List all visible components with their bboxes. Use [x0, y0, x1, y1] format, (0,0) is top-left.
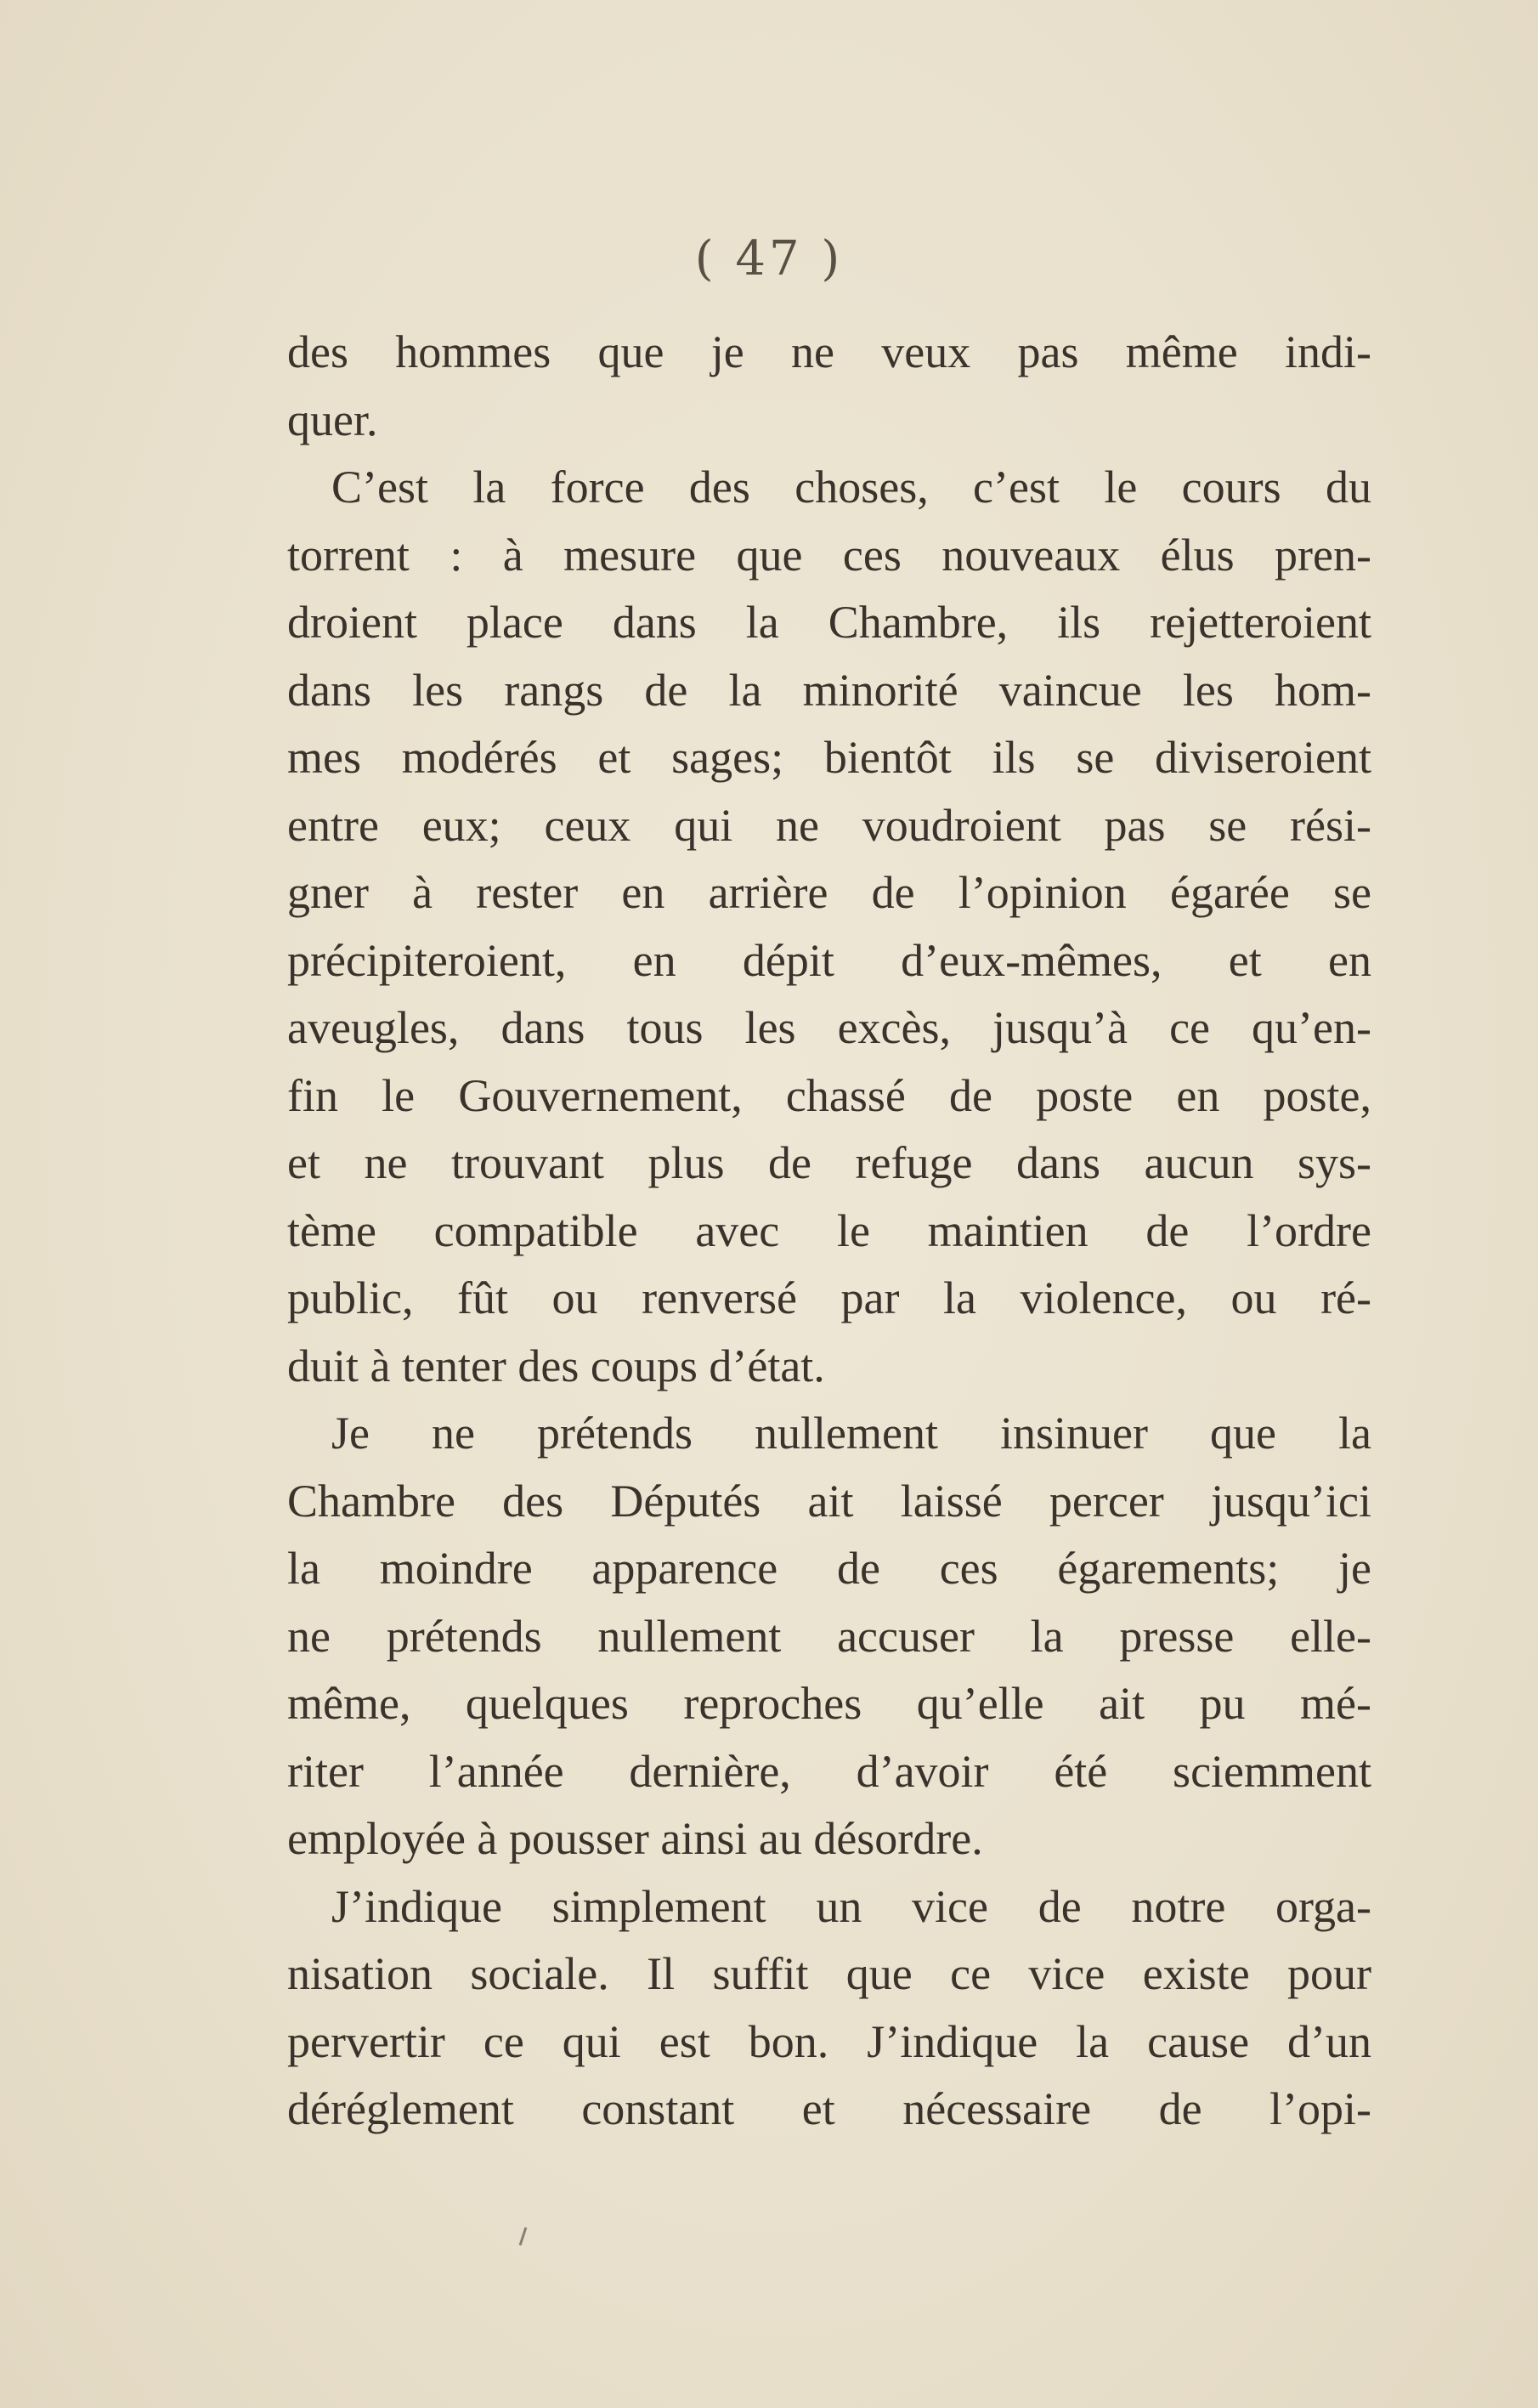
page-number: ( 47 ) [694, 231, 844, 286]
text-line: déréglement constant et nécessaire de l’opi- [287, 2083, 1371, 2134]
text-line: tème compatible avec le maintien de l’ordre [287, 1204, 1371, 1256]
text-line: riter l’année dernière, d’avoir été sciemment [287, 1745, 1371, 1797]
text-line: gner à rester en arrière de l’opinion égarée se [287, 867, 1371, 918]
text-line: entre eux; ceux qui ne voudroient pas se rési- [287, 799, 1371, 851]
text-line: C’est la force des choses, c’est le cours du [331, 462, 1371, 513]
text-line: même, quelques reproches qu’elle ait pu mé- [287, 1678, 1371, 1729]
ink-mark [519, 2227, 528, 2246]
text-line: nisation sociale. Il suffit que ce vice existe pour [287, 1948, 1371, 1999]
text-line: mes modérés et sages; bientôt ils se diviseroient [287, 732, 1371, 783]
text-line: et ne trouvant plus de refuge dans aucun sys- [287, 1137, 1371, 1188]
text-line: fin le Gouvernement, chassé de poste en poste, [287, 1069, 1371, 1121]
text-line: des hommes que je ne veux pas même indi- [287, 326, 1371, 377]
text-line: torrent : à mesure que ces nouveaux élus pren- [287, 529, 1371, 581]
text-line: quer. [287, 394, 378, 445]
text-line: J’indique simplement un vice de notre orga- [331, 1880, 1371, 1932]
text-line: Je ne prétends nullement insinuer que la [331, 1408, 1371, 1459]
text-line: Chambre des Députés ait laissé percer jusqu’ici [287, 1475, 1371, 1527]
text-line: droient place dans la Chambre, ils rejetteroient [287, 597, 1371, 648]
text-line: public, fût ou renversé par la violence, ou ré- [287, 1272, 1371, 1323]
text-line: pervertir ce qui est bon. J’indique la cause d’un [287, 2015, 1371, 2067]
text-line: employée à pousser ainsi au désordre. [287, 1813, 983, 1864]
body-text [287, 319, 1371, 2144]
text-line: ne prétends nullement accuser la presse elle- [287, 1610, 1371, 1662]
text-line: la moindre apparence de ces égarements; je [287, 1543, 1371, 1594]
text-line: aveugles, dans tous les excès, jusqu’à ce qu’en- [287, 1002, 1371, 1053]
text-line: dans les rangs de la minorité vaincue les hom- [287, 664, 1371, 716]
text-line: duit à tenter des coups d’état. [287, 1340, 825, 1391]
text-line: précipiteroient, en dépit d’eux-mêmes, et en [287, 934, 1371, 986]
